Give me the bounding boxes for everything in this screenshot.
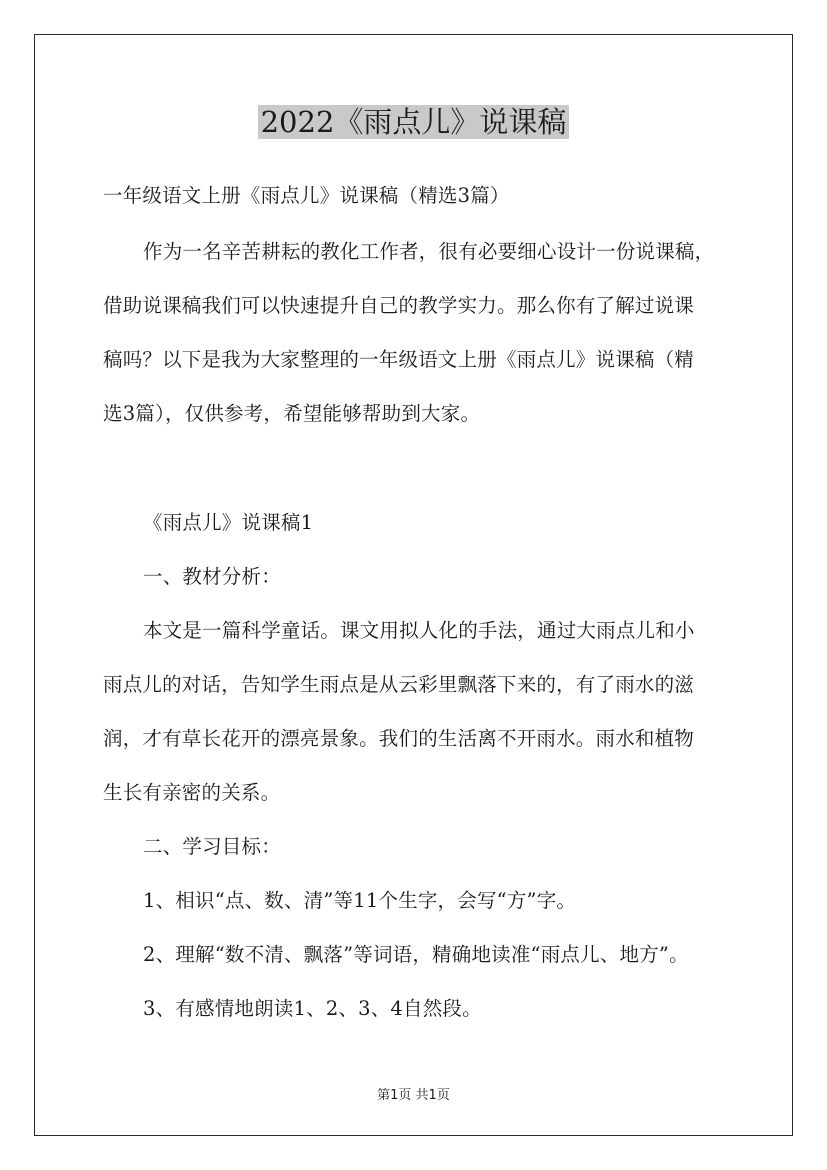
part1-heading: 一、教材分析： [143,565,281,588]
intro-line: 作为一名辛苦耕耘的教化工作者，很有必要细心设计一份说课稿， [143,240,715,263]
intro-line: 选3篇），仅供参考，希望能够帮助到大家。 [103,402,481,425]
goal-item: 1、相识“点、数、清”等11个生字，会写“方”字。 [143,889,577,912]
intro-line: 借助说课稿我们可以快速提升自己的教学实力。那么你有了解过说课 [103,294,695,317]
page-footer: 第1页 共1页 [377,1088,450,1103]
intro-line: 稿吗？以下是我为大家整理的一年级语文上册《雨点儿》说课稿（精 [103,348,695,371]
part2-heading: 二、学习目标： [143,835,281,858]
document-title-text: 2022《雨点儿》说课稿 [258,105,570,139]
section-heading: 《雨点儿》说课稿1 [143,511,314,534]
document-subtitle: 一年级语文上册《雨点儿》说课稿（精选3篇） [103,184,510,207]
goal-item: 3、有感情地朗读1、2、3、4自然段。 [143,997,482,1020]
part1-line: 润，才有草长花开的漂亮景象。我们的生活离不开雨水。雨水和植物 [103,727,695,750]
part1-line: 生长有亲密的关系。 [103,781,281,804]
part1-line: 雨点儿的对话，告知学生雨点是从云彩里飘落下来的，有了雨水的滋 [103,673,695,696]
part1-line: 本文是一篇科学童话。课文用拟人化的手法，通过大雨点儿和小 [143,619,695,642]
goal-item: 2、理解“数不清、飘落”等词语，精确地读准“雨点儿、地方”。 [143,943,689,966]
document-title [0,100,827,144]
